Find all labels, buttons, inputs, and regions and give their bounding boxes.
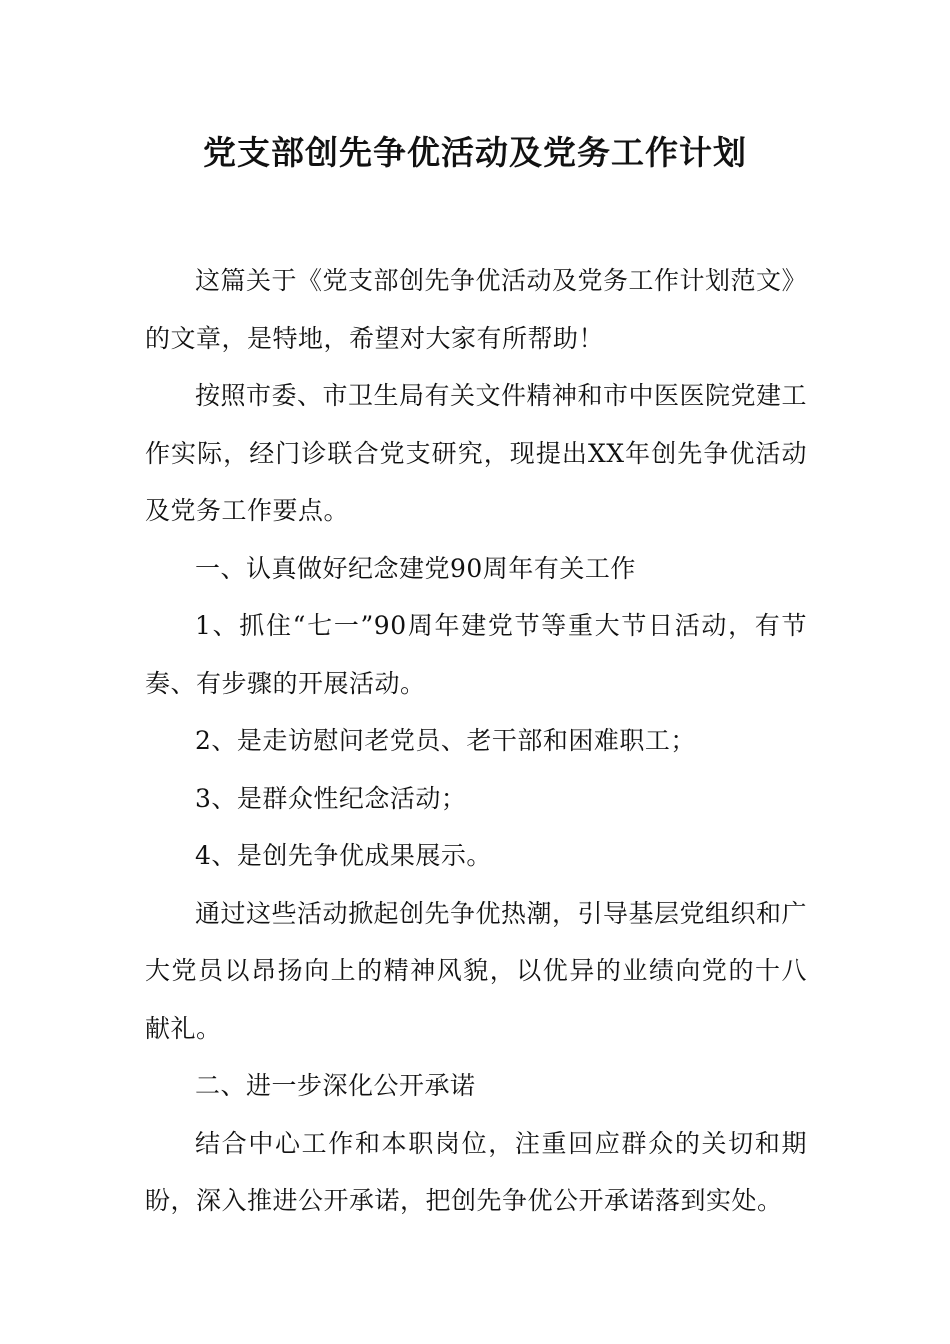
document-body [145,252,807,1230]
list-item-1: 1、抓住“七一”90周年建党节等重大节日活动，有节奏、有步骤的开展活动。 [145,611,807,698]
paragraph-basis: 按照市委、市卫生局有关文件精神和市中医医院党建工作实际，经门诊联合党支研究，现提出XX年创先争优活动及党务工作要点。 [145,381,808,525]
list-item-2: 2、是走访慰问老党员、老干部和困难职工； [195,726,696,755]
list-item-4: 4、是创先争优成果展示。 [195,841,492,870]
paragraph-commitment: 结合中心工作和本职岗位，注重回应群众的关切和期盼，深入推进公开承诺，把创先争优公开承诺落到实处。 [145,1128,807,1215]
section-heading-2: 二、进一步深化公开承诺 [195,1071,476,1100]
paragraph-summary: 通过这些活动掀起创先争优热潮，引导基层党组织和广大党员以昂扬向上的精神风貌，以优异的业绩向党的十八献礼。 [145,898,808,1043]
section-heading-1: 一、认真做好纪念建党90周年有关工作 [195,553,636,583]
document-title: 党支部创先争优活动及党务工作计划 [203,133,747,172]
paragraph-intro: 这篇关于《党支部创先争优活动及党务工作计划范文》的文章，是特地，希望对大家有所帮助！ [145,266,808,353]
list-item-3: 3、是群众性纪念活动； [195,783,467,813]
